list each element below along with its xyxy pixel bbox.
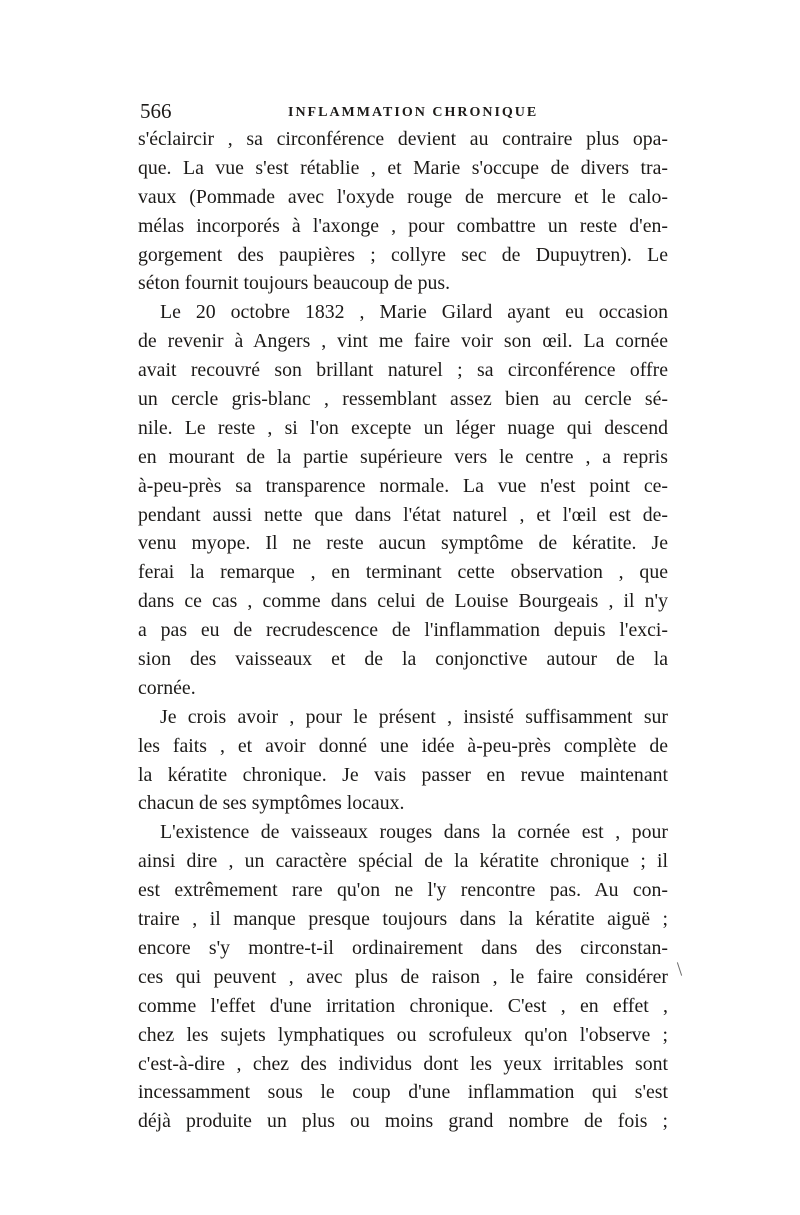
text-line: encore s'y montre-t-il ordinairement dans des circonstan- — [138, 936, 668, 959]
text-line: cornée. — [138, 676, 196, 699]
text-line: nile. Le reste , si l'on excepte un léger nuage qui descend — [138, 416, 668, 439]
text-line: chacun de ses symptômes locaux. — [138, 792, 405, 815]
text-line: gorgement des paupières ; collyre sec de Dupuytren). Le — [138, 243, 668, 266]
running-head — [140, 96, 668, 126]
margin-mark — [677, 962, 682, 976]
text-line: est extrêmement rare qu'on ne l'y rencontre pas. Au con- — [138, 879, 668, 902]
text-line: ces qui peuvent , avec plus de raison , le faire considérer — [138, 965, 668, 988]
text-line: avait recouvré son brillant naturel ; sa circonférence offre — [138, 359, 668, 382]
text-line: incessamment sous le coup d'une inflammation qui s'est — [138, 1081, 668, 1104]
text-line: ainsi dire , un caractère spécial de la kératite chronique ; il — [138, 850, 668, 873]
text-line: séton fournit toujours beaucoup de pus. — [138, 272, 451, 295]
page-number: 566 — [140, 99, 172, 123]
text-line: sion des vaisseaux et de la conjonctive autour de la — [138, 648, 668, 671]
text-line: Le 20 octobre 1832 , Marie Gilard ayant eu occasion — [160, 301, 668, 324]
text-line: les faits , et avoir donné une idée à-peu-près complète de — [138, 734, 668, 757]
text-line: la kératite chronique. Je vais passer en revue maintenant — [138, 763, 668, 786]
text-line: de revenir à Angers , vint me faire voir son œil. La cornée — [138, 330, 668, 353]
text-line: à-peu-près sa transparence normale. La vue n'est point ce- — [138, 474, 668, 497]
text-line: c'est-à-dire , chez des individus dont les yeux irritables sont — [138, 1052, 668, 1075]
text-line: que. La vue s'est rétablie , et Marie s'occupe de divers tra- — [138, 156, 668, 179]
text-line: s'éclaircir , sa circonférence devient au contraire plus opa- — [138, 128, 668, 150]
text-line: mélas incorporés à l'axonge , pour combattre un reste d'en- — [138, 214, 668, 237]
text-line: vaux (Pommade avec l'oxyde rouge de mercure et le calo- — [138, 185, 668, 208]
text-line: un cercle gris-blanc , ressemblant assez bien au cercle sé- — [138, 388, 668, 411]
text-line: déjà produite un plus ou moins grand nombre de fois ; — [138, 1110, 668, 1133]
text-line: en mourant de la partie supérieure vers le centre , a repris — [138, 445, 668, 468]
text-line: Je crois avoir , pour le présent , insisté suffisamment sur — [160, 705, 668, 728]
text-line: a pas eu de recrudescence de l'inflammation depuis l'exci- — [138, 619, 668, 642]
text-line: venu myope. Il ne reste aucun symptôme de kératite. Je — [138, 532, 668, 555]
text-line: traire , il manque presque toujours dans la kératite aiguë ; — [138, 908, 668, 931]
text-line: L'existence de vaisseaux rouges dans la cornée est , pour — [160, 821, 668, 844]
text-line: ferai la remarque , en terminant cette observation , que — [138, 561, 668, 584]
body-text — [138, 125, 668, 1136]
text-line: chez les sujets lymphatiques ou scrofuleux qu'on l'observe ; — [138, 1023, 668, 1046]
text-line: pendant aussi nette que dans l'état naturel , et l'œil est de- — [138, 503, 668, 526]
running-title: INFLAMMATION CHRONIQUE — [288, 105, 539, 120]
text-line: dans ce cas , comme dans celui de Louise Bourgeais , il n'y — [138, 590, 668, 613]
text-line: comme l'effet d'une irritation chronique. C'est , en effet , — [138, 994, 668, 1017]
